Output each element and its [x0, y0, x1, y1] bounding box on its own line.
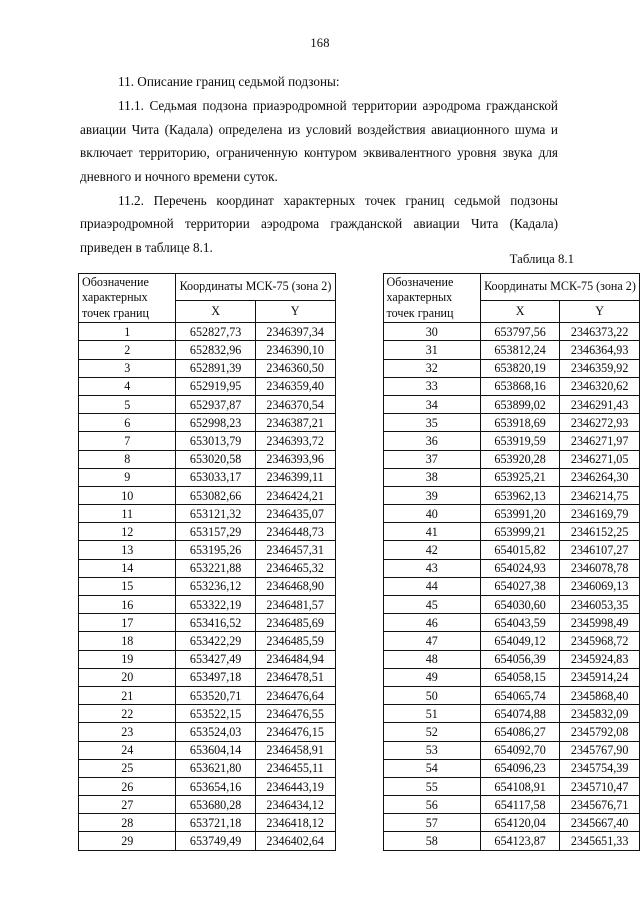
cell-point-number: 32	[383, 359, 480, 377]
cell-y-coordinate: 2346373,22	[560, 323, 640, 341]
cell-y-coordinate: 2346169,79	[560, 505, 640, 523]
cell-x-coordinate: 653522,15	[176, 705, 255, 723]
cell-point-number: 46	[383, 614, 480, 632]
cell-x-coordinate: 653962,13	[480, 486, 559, 504]
table-row	[79, 395, 336, 413]
table-row	[383, 741, 640, 759]
cell-y-coordinate: 2345998,49	[560, 614, 640, 632]
cell-y-coordinate: 2346402,64	[255, 832, 335, 850]
cell-y-coordinate: 2346364,93	[560, 341, 640, 359]
cell-x-coordinate: 653920,28	[480, 450, 559, 468]
cell-x-coordinate: 654065,74	[480, 686, 559, 704]
cell-x-coordinate: 653157,29	[176, 523, 255, 541]
cell-x-coordinate: 653033,17	[176, 468, 255, 486]
cell-y-coordinate: 2346476,15	[255, 723, 335, 741]
cell-x-coordinate: 654027,38	[480, 577, 559, 595]
table-caption: Таблица 8.1	[509, 252, 574, 266]
cell-point-number: 26	[79, 777, 176, 795]
cell-x-coordinate: 654015,82	[480, 541, 559, 559]
cell-point-number: 43	[383, 559, 480, 577]
cell-x-coordinate: 653621,80	[176, 759, 255, 777]
table-row	[79, 741, 336, 759]
cell-point-number: 8	[79, 450, 176, 468]
cell-x-coordinate: 652998,23	[176, 414, 255, 432]
cell-y-coordinate: 2346107,27	[560, 541, 640, 559]
cell-y-coordinate: 2346152,25	[560, 523, 640, 541]
cell-point-number: 22	[79, 705, 176, 723]
header-y: Y	[255, 300, 335, 323]
cell-point-number: 14	[79, 559, 176, 577]
cell-y-coordinate: 2346359,92	[560, 359, 640, 377]
cell-x-coordinate: 653082,66	[176, 486, 255, 504]
cell-point-number: 6	[79, 414, 176, 432]
table-row	[383, 796, 640, 814]
cell-point-number: 5	[79, 395, 176, 413]
table-row	[79, 650, 336, 668]
section-heading: 11. Описание границ седьмой подзоны:	[118, 74, 340, 89]
cell-y-coordinate: 2346393,72	[255, 432, 335, 450]
cell-x-coordinate: 653925,21	[480, 468, 559, 486]
cell-y-coordinate: 2345651,33	[560, 832, 640, 850]
table-row	[383, 450, 640, 468]
table-row	[383, 341, 640, 359]
cell-x-coordinate: 653422,29	[176, 632, 255, 650]
cell-point-number: 38	[383, 468, 480, 486]
cell-x-coordinate: 653680,28	[176, 796, 255, 814]
cell-y-coordinate: 2346434,12	[255, 796, 335, 814]
table-row	[383, 777, 640, 795]
cell-y-coordinate: 2346485,59	[255, 632, 335, 650]
table-row	[79, 432, 336, 450]
right-table-slot	[383, 273, 640, 851]
cell-y-coordinate: 2346271,97	[560, 432, 640, 450]
table-row	[383, 632, 640, 650]
cell-y-coordinate: 2346485,69	[255, 614, 335, 632]
cell-point-number: 29	[79, 832, 176, 850]
cell-x-coordinate: 652919,95	[176, 377, 255, 395]
table-row	[383, 686, 640, 704]
cell-y-coordinate: 2346078,78	[560, 559, 640, 577]
cell-x-coordinate: 654049,12	[480, 632, 559, 650]
cell-point-number: 35	[383, 414, 480, 432]
cell-x-coordinate: 654058,15	[480, 668, 559, 686]
table-body-left	[79, 323, 336, 850]
paragraph-11-2: 11.2. Перечень координат характерных точек границ седьмой подзоны приаэродромной территории аэродрома гражданской авиации Чита (Кадала) приведен в таблице 8.1.	[80, 193, 558, 255]
table-body-right	[383, 323, 640, 850]
cell-point-number: 39	[383, 486, 480, 504]
cell-point-number: 24	[79, 741, 176, 759]
cell-y-coordinate: 2346457,31	[255, 541, 335, 559]
cell-y-coordinate: 2346370,54	[255, 395, 335, 413]
table-row	[383, 559, 640, 577]
cell-y-coordinate: 2346476,55	[255, 705, 335, 723]
cell-x-coordinate: 654123,87	[480, 832, 559, 850]
cell-x-coordinate: 653416,52	[176, 614, 255, 632]
cell-y-coordinate: 2345832,09	[560, 705, 640, 723]
cell-point-number: 48	[383, 650, 480, 668]
cell-point-number: 9	[79, 468, 176, 486]
table-row	[79, 759, 336, 777]
cell-y-coordinate: 2346435,07	[255, 505, 335, 523]
cell-y-coordinate: 2346387,21	[255, 414, 335, 432]
cell-y-coordinate: 2346478,51	[255, 668, 335, 686]
cell-x-coordinate: 654086,27	[480, 723, 559, 741]
table-row	[79, 614, 336, 632]
cell-point-number: 16	[79, 596, 176, 614]
cell-x-coordinate: 653749,49	[176, 832, 255, 850]
cell-x-coordinate: 652891,39	[176, 359, 255, 377]
table-row	[383, 414, 640, 432]
table-row	[383, 468, 640, 486]
cell-x-coordinate: 652937,87	[176, 395, 255, 413]
cell-x-coordinate: 653121,32	[176, 505, 255, 523]
cell-y-coordinate: 2345667,40	[560, 814, 640, 832]
header-designation: Обозначение характерных точек границ	[383, 274, 480, 323]
cell-x-coordinate: 653654,16	[176, 777, 255, 795]
cell-point-number: 37	[383, 450, 480, 468]
table-row	[383, 759, 640, 777]
table-row	[383, 432, 640, 450]
cell-y-coordinate: 2346458,91	[255, 741, 335, 759]
cell-y-coordinate: 2346053,35	[560, 596, 640, 614]
table-row	[383, 577, 640, 595]
table-row	[383, 486, 640, 504]
header-x: X	[176, 300, 255, 323]
cell-y-coordinate: 2346393,96	[255, 450, 335, 468]
cell-point-number: 54	[383, 759, 480, 777]
table-header-row-1	[383, 274, 640, 301]
cell-point-number: 30	[383, 323, 480, 341]
cell-point-number: 7	[79, 432, 176, 450]
cell-y-coordinate: 2346468,90	[255, 577, 335, 595]
cell-point-number: 42	[383, 541, 480, 559]
cell-point-number: 12	[79, 523, 176, 541]
table-row	[79, 814, 336, 832]
cell-y-coordinate: 2346214,75	[560, 486, 640, 504]
cell-point-number: 3	[79, 359, 176, 377]
cell-x-coordinate: 653721,18	[176, 814, 255, 832]
header-y: Y	[560, 300, 640, 323]
table-row	[79, 723, 336, 741]
cell-y-coordinate: 2346484,94	[255, 650, 335, 668]
cell-point-number: 19	[79, 650, 176, 668]
cell-point-number: 1	[79, 323, 176, 341]
cell-y-coordinate: 2346476,64	[255, 686, 335, 704]
cell-point-number: 58	[383, 832, 480, 850]
cell-x-coordinate: 653236,12	[176, 577, 255, 595]
table-row	[79, 796, 336, 814]
cell-x-coordinate: 653820,19	[480, 359, 559, 377]
cell-y-coordinate: 2345754,39	[560, 759, 640, 777]
cell-x-coordinate: 653524,03	[176, 723, 255, 741]
table-row	[79, 705, 336, 723]
table-row	[79, 523, 336, 541]
cell-point-number: 13	[79, 541, 176, 559]
cell-point-number: 27	[79, 796, 176, 814]
table-row	[79, 341, 336, 359]
table-row	[383, 705, 640, 723]
cell-point-number: 2	[79, 341, 176, 359]
cell-y-coordinate: 2346455,11	[255, 759, 335, 777]
cell-y-coordinate: 2346418,12	[255, 814, 335, 832]
table-row	[79, 323, 336, 341]
table-row	[79, 596, 336, 614]
page-number: 168	[310, 36, 330, 50]
cell-point-number: 57	[383, 814, 480, 832]
cell-x-coordinate: 653497,18	[176, 668, 255, 686]
cell-x-coordinate: 654120,04	[480, 814, 559, 832]
cell-y-coordinate: 2345868,40	[560, 686, 640, 704]
cell-x-coordinate: 653991,20	[480, 505, 559, 523]
cell-point-number: 28	[79, 814, 176, 832]
cell-x-coordinate: 653322,19	[176, 596, 255, 614]
cell-y-coordinate: 2346069,13	[560, 577, 640, 595]
cell-point-number: 33	[383, 377, 480, 395]
cell-point-number: 51	[383, 705, 480, 723]
cell-x-coordinate: 654108,91	[480, 777, 559, 795]
cell-point-number: 21	[79, 686, 176, 704]
table-row	[383, 650, 640, 668]
cell-y-coordinate: 2346443,19	[255, 777, 335, 795]
table-row	[383, 359, 640, 377]
table-head-right	[383, 274, 640, 323]
cell-point-number: 31	[383, 341, 480, 359]
header-coordinates: Координаты МСК-75 (зона 2)	[176, 274, 335, 301]
cell-x-coordinate: 653020,58	[176, 450, 255, 468]
cell-point-number: 20	[79, 668, 176, 686]
cell-point-number: 55	[383, 777, 480, 795]
cell-x-coordinate: 653868,16	[480, 377, 559, 395]
cell-point-number: 34	[383, 395, 480, 413]
cell-x-coordinate: 653812,24	[480, 341, 559, 359]
table-head-left	[79, 274, 336, 323]
cell-point-number: 40	[383, 505, 480, 523]
table-row	[79, 777, 336, 795]
table-row	[383, 541, 640, 559]
table-row	[383, 596, 640, 614]
cell-y-coordinate: 2345767,90	[560, 741, 640, 759]
cell-y-coordinate: 2346291,43	[560, 395, 640, 413]
cell-y-coordinate: 2346399,11	[255, 468, 335, 486]
cell-x-coordinate: 653919,59	[480, 432, 559, 450]
cell-point-number: 45	[383, 596, 480, 614]
table-row	[79, 486, 336, 504]
cell-y-coordinate: 2345924,83	[560, 650, 640, 668]
cell-y-coordinate: 2346424,21	[255, 486, 335, 504]
cell-y-coordinate: 2346264,30	[560, 468, 640, 486]
coordinate-tables-container	[0, 273, 640, 851]
cell-point-number: 53	[383, 741, 480, 759]
cell-x-coordinate: 653604,14	[176, 741, 255, 759]
header-coordinates: Координаты МСК-75 (зона 2)	[480, 274, 639, 301]
table-row	[383, 395, 640, 413]
cell-x-coordinate: 654092,70	[480, 741, 559, 759]
table-row	[79, 559, 336, 577]
cell-point-number: 56	[383, 796, 480, 814]
table-row	[383, 668, 640, 686]
cell-x-coordinate: 652827,73	[176, 323, 255, 341]
cell-x-coordinate: 653221,88	[176, 559, 255, 577]
cell-x-coordinate: 653899,02	[480, 395, 559, 413]
table-row	[79, 832, 336, 850]
table-row	[79, 632, 336, 650]
cell-y-coordinate: 2346397,34	[255, 323, 335, 341]
table-header-row-1	[79, 274, 336, 301]
table-row	[79, 541, 336, 559]
cell-x-coordinate: 653797,56	[480, 323, 559, 341]
cell-y-coordinate: 2346465,32	[255, 559, 335, 577]
cell-point-number: 52	[383, 723, 480, 741]
table-row	[383, 523, 640, 541]
cell-point-number: 50	[383, 686, 480, 704]
cell-y-coordinate: 2346360,50	[255, 359, 335, 377]
table-row	[383, 377, 640, 395]
cell-x-coordinate: 654043,59	[480, 614, 559, 632]
table-row	[383, 832, 640, 850]
table-row	[79, 577, 336, 595]
cell-y-coordinate: 2346448,73	[255, 523, 335, 541]
left-table-slot	[78, 273, 336, 851]
cell-y-coordinate: 2345710,47	[560, 777, 640, 795]
table-row	[79, 450, 336, 468]
table-row	[79, 668, 336, 686]
coordinates-table-left	[78, 273, 336, 851]
coordinates-table-right	[383, 273, 640, 851]
cell-x-coordinate: 653013,79	[176, 432, 255, 450]
table-row	[383, 505, 640, 523]
cell-x-coordinate: 654117,58	[480, 796, 559, 814]
cell-x-coordinate: 654074,88	[480, 705, 559, 723]
cell-y-coordinate: 2345968,72	[560, 632, 640, 650]
cell-point-number: 10	[79, 486, 176, 504]
table-row	[79, 414, 336, 432]
cell-y-coordinate: 2346271,05	[560, 450, 640, 468]
cell-y-coordinate: 2346272,93	[560, 414, 640, 432]
cell-point-number: 15	[79, 577, 176, 595]
cell-x-coordinate: 654024,93	[480, 559, 559, 577]
cell-x-coordinate: 653918,69	[480, 414, 559, 432]
header-x: X	[480, 300, 559, 323]
table-row	[79, 686, 336, 704]
body-text-block	[80, 70, 558, 259]
paragraph-11-1: 11.1. Седьмая подзона приаэродромной территории аэродрома гражданской авиации Чита (Кадала) определена из условий воздействия авиационного шума и включает территорию, ограниченную контуром эквивалентного уровня звука для дневного и ночного времени суток.	[80, 98, 558, 184]
table-row	[383, 814, 640, 832]
cell-x-coordinate: 653999,21	[480, 523, 559, 541]
cell-x-coordinate: 653520,71	[176, 686, 255, 704]
table-row	[79, 505, 336, 523]
cell-x-coordinate: 654030,60	[480, 596, 559, 614]
cell-y-coordinate: 2346390,10	[255, 341, 335, 359]
header-designation: Обозначение характерных точек границ	[79, 274, 176, 323]
cell-x-coordinate: 654056,39	[480, 650, 559, 668]
cell-y-coordinate: 2346359,40	[255, 377, 335, 395]
cell-y-coordinate: 2345914,24	[560, 668, 640, 686]
cell-x-coordinate: 654096,23	[480, 759, 559, 777]
cell-point-number: 11	[79, 505, 176, 523]
cell-y-coordinate: 2345676,71	[560, 796, 640, 814]
cell-point-number: 44	[383, 577, 480, 595]
cell-point-number: 36	[383, 432, 480, 450]
cell-point-number: 49	[383, 668, 480, 686]
cell-point-number: 17	[79, 614, 176, 632]
table-row	[79, 377, 336, 395]
table-row	[79, 468, 336, 486]
cell-x-coordinate: 652832,96	[176, 341, 255, 359]
cell-point-number: 25	[79, 759, 176, 777]
cell-y-coordinate: 2346481,57	[255, 596, 335, 614]
cell-point-number: 18	[79, 632, 176, 650]
cell-point-number: 47	[383, 632, 480, 650]
table-row	[79, 359, 336, 377]
cell-point-number: 23	[79, 723, 176, 741]
cell-x-coordinate: 653427,49	[176, 650, 255, 668]
table-row	[383, 614, 640, 632]
cell-point-number: 41	[383, 523, 480, 541]
cell-x-coordinate: 653195,26	[176, 541, 255, 559]
cell-y-coordinate: 2345792,08	[560, 723, 640, 741]
table-row	[383, 723, 640, 741]
cell-y-coordinate: 2346320,62	[560, 377, 640, 395]
cell-point-number: 4	[79, 377, 176, 395]
table-row	[383, 323, 640, 341]
